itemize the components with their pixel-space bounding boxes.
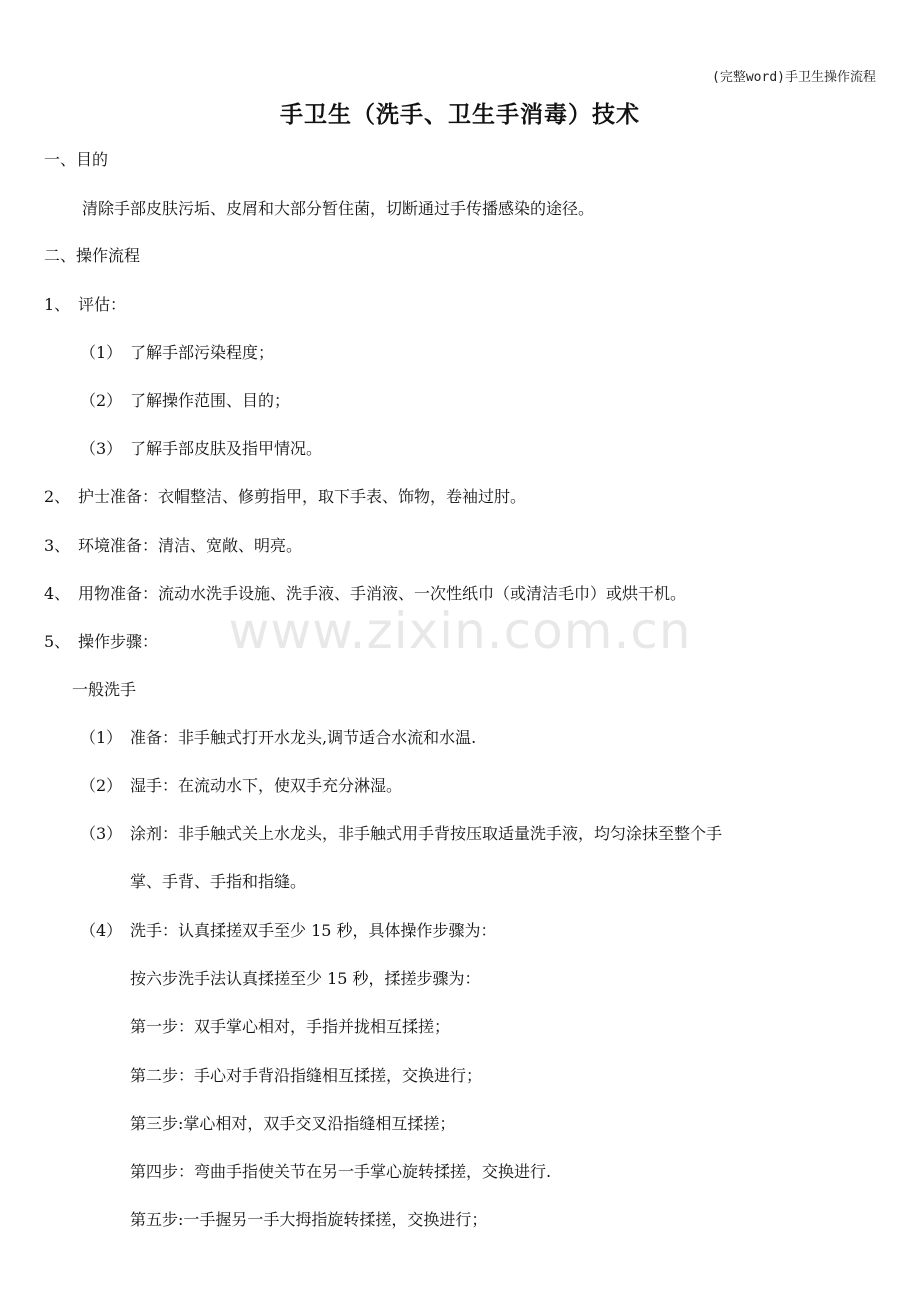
step-item xyxy=(80,728,476,748)
sub-item-number: （3） xyxy=(80,439,123,458)
item-number: 2、 xyxy=(44,487,71,506)
step-text: 涂剂：非手触式关上水龙头，非手触式用手背按压取适量洗手液，均匀涂抹至整个手 xyxy=(130,824,723,843)
item-number: 4、 xyxy=(44,584,71,603)
sub-item xyxy=(80,439,322,459)
substep-line: 按六步洗手法认真揉搓至少 15 秒，揉搓步骤为： xyxy=(130,969,481,988)
step-text: 湿手：在流动水下，使双手充分淋湿。 xyxy=(130,776,403,795)
step-text: 准备：非手触式打开水龙头,调节适合水流和水温. xyxy=(130,728,477,747)
sub-item-number: （1） xyxy=(80,343,123,362)
section-heading-purpose: 一、目的 xyxy=(44,150,109,169)
sub-item-text: 了解手部皮肤及指甲情况。 xyxy=(130,439,323,458)
step-number: （4） xyxy=(80,921,123,940)
header-note: (完整word)手卫生操作流程 xyxy=(712,70,876,85)
item-supplies-prep xyxy=(44,584,686,604)
sub-item xyxy=(80,343,274,363)
sub-item xyxy=(80,391,290,411)
substep-line: 第二步：手心对手背沿指缝相互揉搓，交换进行； xyxy=(130,1066,483,1085)
item-number: 5、 xyxy=(44,632,71,651)
purpose-text: 清除手部皮肤污垢、皮屑和大部分暂住菌，切断通过手传播感染的途径。 xyxy=(82,199,595,218)
step-item xyxy=(80,921,497,941)
page-title: 手卫生（洗手、卫生手消毒）技术 xyxy=(280,102,640,128)
item-number: 3、 xyxy=(44,536,71,555)
item-environment-prep xyxy=(44,536,302,556)
section-heading-procedure: 二、操作流程 xyxy=(44,246,141,265)
subheading-general-handwash: 一般洗手 xyxy=(72,680,137,699)
substep-line: 第一步：双手掌心相对，手指并拢相互揉搓； xyxy=(130,1017,451,1036)
step-item xyxy=(80,776,402,796)
item-text: 操作步骤： xyxy=(78,632,159,651)
item-assessment xyxy=(44,295,126,315)
substep-line: 第四步：弯曲手指使关节在另一手掌心旋转揉搓，交换进行. xyxy=(130,1162,552,1181)
step-text: 洗手：认真揉搓双手至少 15 秒，具体操作步骤为： xyxy=(130,921,497,940)
sub-item-number: （2） xyxy=(80,391,123,410)
step-text-continued: 掌、手背、手指和指缝。 xyxy=(130,872,307,891)
item-nurse-prep xyxy=(44,487,526,507)
step-number: （3） xyxy=(80,824,123,843)
sub-item-text: 了解手部污染程度； xyxy=(130,343,275,362)
item-text: 用物准备：流动水洗手设施、洗手液、手消液、一次性纸巾（或清洁毛巾）或烘干机。 xyxy=(78,584,687,603)
substep-line: 第三步:掌心相对，双手交叉沿指缝相互揉搓； xyxy=(130,1114,456,1133)
sub-item-text: 了解操作范围、目的； xyxy=(130,391,291,410)
item-number: 1、 xyxy=(44,295,71,314)
substep-line: 第五步:一手握另一手大拇指旋转揉搓，交换进行； xyxy=(130,1210,488,1229)
step-number: （2） xyxy=(80,776,123,795)
watermark: www.zixin.com.cn xyxy=(228,602,692,660)
item-text: 环境准备：清洁、宽敞、明亮。 xyxy=(78,536,303,555)
item-text: 护士准备：衣帽整洁、修剪指甲，取下手表、饰物，卷袖过肘。 xyxy=(78,487,527,506)
step-number: （1） xyxy=(80,728,123,747)
item-text: 评估： xyxy=(78,295,127,314)
step-item xyxy=(80,824,722,844)
